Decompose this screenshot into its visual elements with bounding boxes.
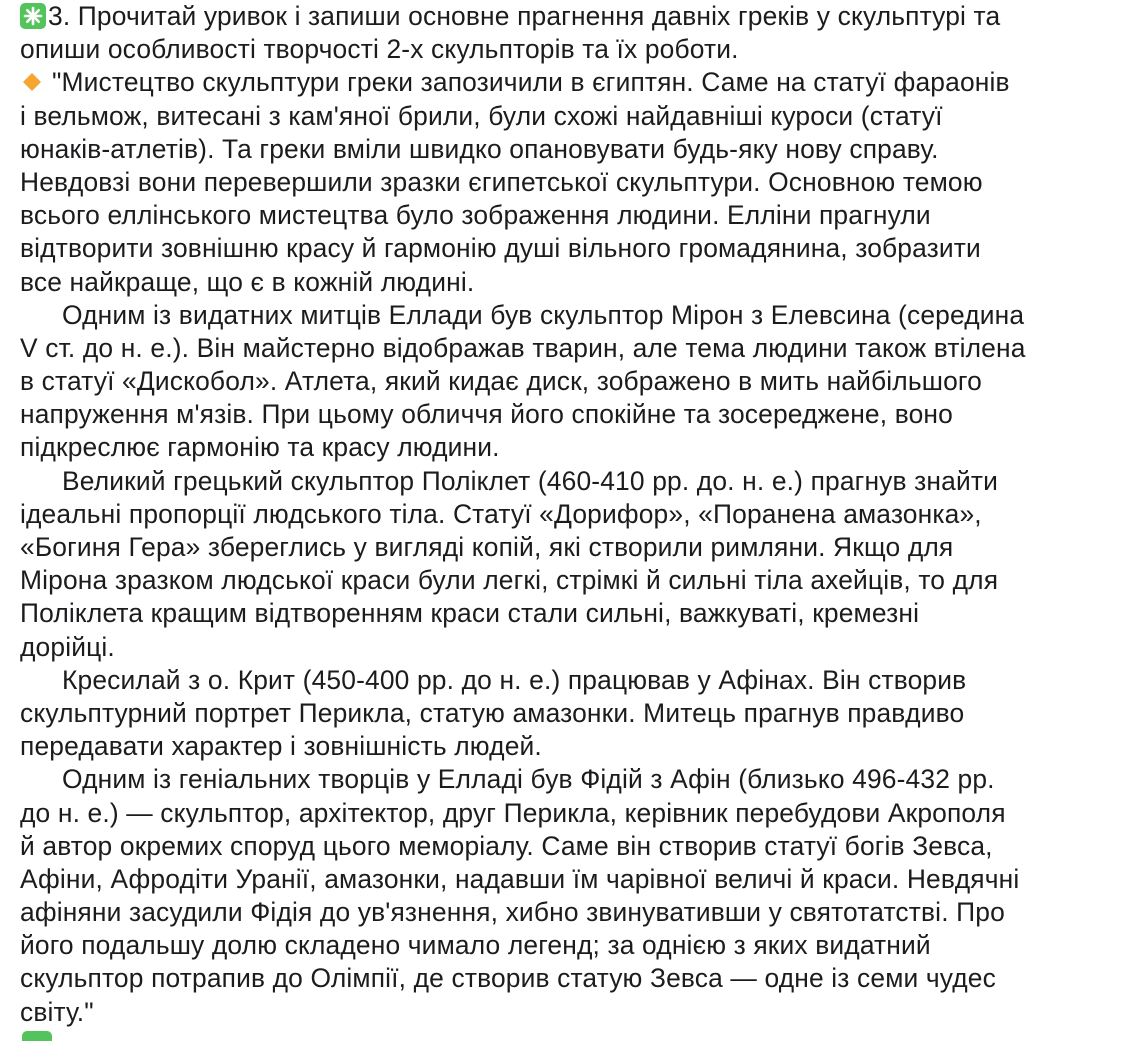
orange-diamond-icon	[22, 67, 42, 87]
eight-spoked-asterisk-icon	[20, 3, 46, 29]
passage-text: Одним із видатних митців Еллади був скульптор Мірон з Елевсина (середина	[62, 299, 1025, 330]
passage-line: Мірона зразком людської краси були легкі, стрімкі й сильні тіла ахейців, то для	[20, 565, 999, 596]
passage-line: відтворити зовнішню красу й гармонію душі вільного громадянина, зобразити	[20, 233, 981, 264]
passage-line: «Богиня Гера» збереглись у вигляді копій, які створили римляни. Якщо для	[20, 532, 954, 562]
task-text: 3. Прочитай уривок і запиши основне прагнення давніх греків у скульптурі та	[48, 1, 1001, 31]
passage-text: Великий грецький скульптор Поліклет (460-410 pp. до. н. е.) прагнув знайти	[62, 465, 998, 496]
passage-line: скульптор потрапив до Олімпії, де створив статую Зевса — одне із семи чудес	[20, 963, 996, 994]
passage-line: напруження м'язів. При цьому обличчя його спокійне та зосереджене, воно	[20, 399, 953, 430]
passage-line	[20, 66, 1138, 99]
passage-line	[20, 763, 1138, 796]
passage-line: всього еллінського мистецтва було зображення людини. Елліни прагнули	[20, 200, 931, 231]
passage-line: афіняни засудили Фідія до ув'язнення, хибно звинувативши у святотатстві. Про	[20, 897, 1005, 928]
passage-line: в статуї «Дискобол». Атлета, який кидає диск, зображено в мить найбільшого	[20, 366, 982, 397]
passage-text: Кресилай з о. Крит (450-400 pp. до н. е.) працював у Афінах. Він створив	[62, 664, 967, 695]
document-body	[20, 0, 1138, 1029]
passage-line: юнаків-атлетів). Та греки вміли швидко опановувати будь-яку нову справу.	[20, 133, 939, 164]
passage-line: передавати характер і зовнішність людей.	[20, 731, 542, 762]
passage-line	[20, 664, 1138, 697]
passage-line: і вельмож, витесані з кам'яної брили, були схожі найдавніші куроси (статуї	[20, 100, 943, 131]
task-line-1	[20, 0, 1138, 33]
passage-line: Афіни, Афродіти Уранії, амазонки, надавши їм чарівної величі й краси. Невдячні	[20, 863, 1020, 894]
passage-line: підкреслює гармонію та красу людини.	[20, 432, 500, 463]
passage-line: Невдовзі вони перевершили зразки єгипетської скульптури. Основною темою	[20, 166, 983, 197]
passage-line: V ст. до н. е.). Він майстерно відображав тварин, але тема людини також втілена	[20, 332, 1026, 363]
passage-text: "Мистецтво скульптури греки запозичили в єгиптян. Саме на статуї фараонів	[52, 67, 1010, 98]
next-task-icon-peek	[22, 1031, 52, 1041]
passage-line: дорійці.	[20, 631, 115, 662]
passage-line: його подальшу долю складено чимало легенд; за однією з яких видатний	[20, 930, 931, 961]
task-line-2: опиши особливості творчості 2-х скульпторів та їх роботи.	[20, 34, 739, 65]
passage-line: Поліклета кращим відтворенням краси стали сильні, важкуваті, кремезні	[20, 598, 920, 629]
passage-line: скульптурний портрет Перикла, статую амазонки. Митець прагнув правдиво	[20, 697, 965, 728]
passage-line	[20, 299, 1138, 332]
passage-line: все найкраще, що є в кожній людині.	[20, 266, 475, 297]
passage-line: до н. е.) — скульптор, архітектор, друг Перикла, керівник перебудови Акрополя	[20, 797, 1006, 828]
passage-line	[20, 465, 1138, 498]
passage-line: світу."	[20, 996, 94, 1027]
passage-line: ідеальні пропорції людського тіла. Статуї «Дорифор», «Поранена амазонка»,	[20, 498, 982, 529]
passage-text: Одним із геніальних творців у Елладі був Фідій з Афін (близько 496-432 pp.	[62, 764, 995, 795]
passage-line: й автор окремих споруд цього меморіалу. Саме він створив статуї богів Зевса,	[20, 830, 993, 861]
